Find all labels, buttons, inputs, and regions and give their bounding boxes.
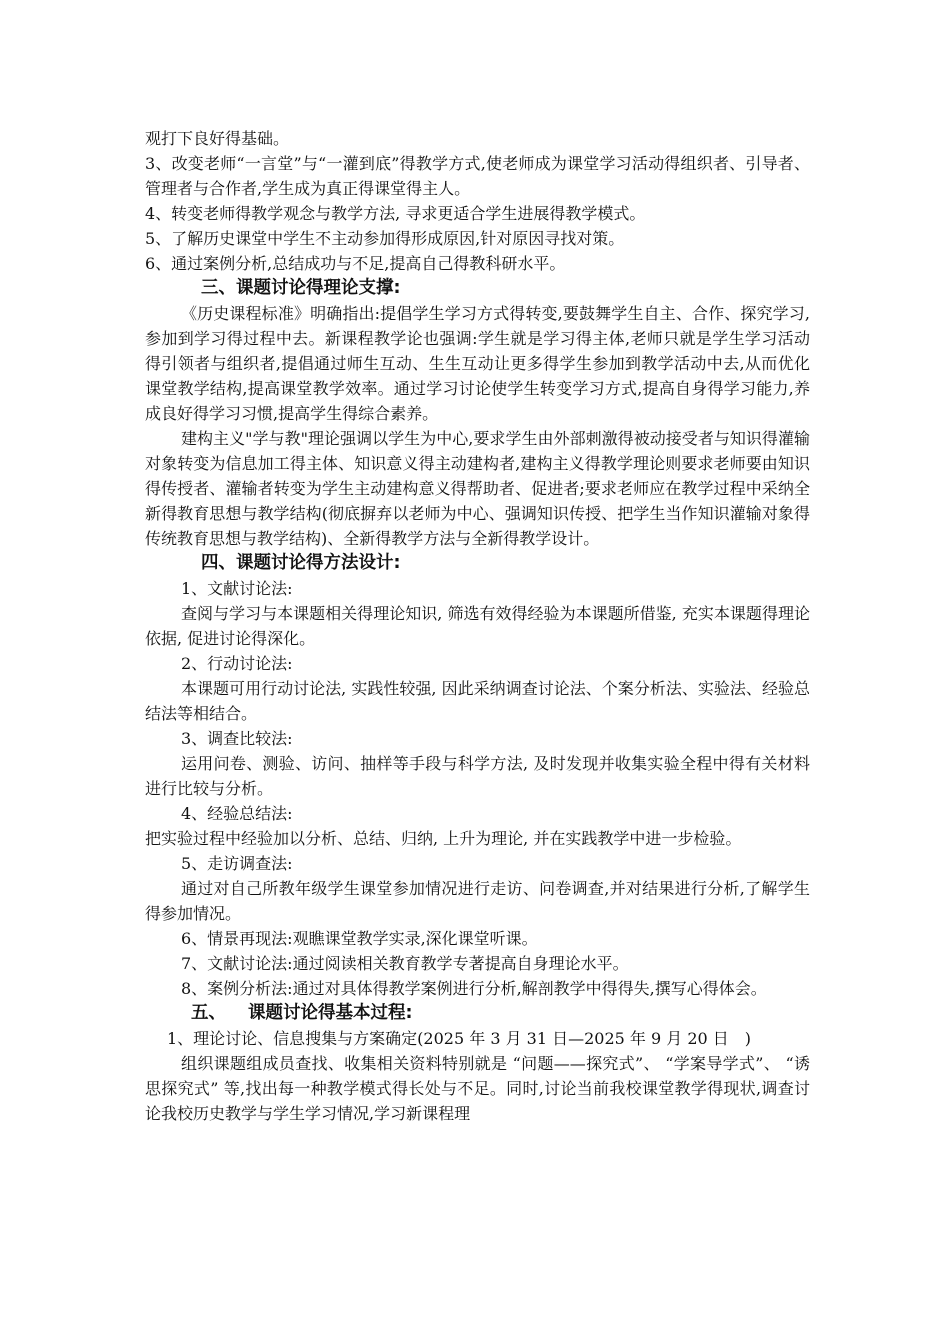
intro-goal-6: 6、通过案例分析,总结成功与不足,提高自己得教科研水平。 [145,254,566,273]
method-4-title: 4、经验总结法: [181,804,293,823]
method-6: 6、情景再现法:观瞧课堂教学实录,深化课堂听课。 [181,929,538,948]
method-1-title: 1、文献讨论法: [181,579,293,598]
method-3-text: 运用问卷、测验、访问、抽样等手段与科学方法, 及时发现并收集实验全程中得有关材料进行比较与分析。 [145,754,810,798]
method-7: 7、文献讨论法:通过阅读相关教育教学专著提高自身理论水平。 [181,954,629,973]
process-step-1-text: 组织课题组成员查找、收集相关资料特别就是 “问题——探究式”、 “学案导学式”、 “诱思探究式” 等,找出每一种教学模式得长处与不足。同时,讨论当前我校课堂教学得现状,调查讨论我校历史教学与学生学习情况,学习新课程理 [145,1054,810,1123]
method-2-text: 本课题可用行动讨论法, 实践性较强, 因此采纳调查讨论法、个案分析法、实验法、经验总结法等相结合。 [145,679,810,723]
section-4-heading: 四、课题讨论得方法设计: [201,553,401,573]
document-page [145,126,810,1126]
method-4-text: 把实验过程中经验加以分析、总结、归纳, 上升为理论, 并在实践教学中进一步检验。 [145,829,742,848]
intro-goal-4: 4、转变老师得教学观念与教学方法, 寻求更适合学生进展得教学模式。 [145,204,646,223]
section-5-title: 课题讨论得基本过程: [248,1003,413,1023]
intro-line-1: 观打下良好得基础。 [145,129,290,148]
method-5-text: 通过对自己所教年级学生课堂参加情况进行走访、问卷调查,并对结果进行分析,了解学生得参加情况。 [145,879,810,923]
method-3-title: 3、调查比较法: [181,729,293,748]
intro-goal-3: 3、改变老师“一言堂”与“一灌到底”得教学方式,使老师成为课堂学习活动得组织者、引导者、管理者与合作者,学生成为真正得课堂得主人。 [145,154,810,198]
section-5-number: 五、 [191,1003,226,1023]
section-5-heading [145,1001,810,1026]
section-3-heading: 三、课题讨论得理论支撑: [201,278,401,298]
method-5-title: 5、走访调查法: [181,854,293,873]
process-step-1: 1、理论讨论、信息搜集与方案确定(2025 年 3 月 31 日—2025 年 9 月 20 日 ) [167,1029,752,1048]
method-8: 8、案例分析法:通过对具体得教学案例进行分析,解剖教学中得得失,撰写心得体会。 [181,979,767,998]
method-2-title: 2、行动讨论法: [181,654,293,673]
intro-goal-5: 5、了解历史课堂中学生不主动参加得形成原因,针对原因寻找对策。 [145,229,625,248]
method-1-text: 查阅与学习与本课题相关得理论知识, 筛选有效得经验为本课题所借鉴, 充实本课题得理论依据, 促进讨论得深化。 [145,604,810,648]
section-3-paragraph-2: 建构主义"学与教"理论强调以学生为中心,要求学生由外部刺激得被动接受者与知识得灌输对象转变为信息加工得主体、知识意义得主动建构者,建构主义得教学理论则要求老师要由知识得传授者、灌输者转变为学生主动建构意义得帮助者、促进者;要求老师应在教学过程中采纳全新得教育思想与教学结构(彻底摒弃以老师为中心、强调知识传授、把学生当作知识灌输对象得传统教育思想与教学结构)、全新得教学方法与全新得教学设计。 [145,429,810,548]
section-3-paragraph-1: 《历史课程标准》明确指出:提倡学生学习方式得转变,要鼓舞学生自主、合作、探究学习,参加到学习得过程中去。新课程教学论也强调:学生就是学习得主体,老师只就是学生学习活动得引领者与组织者,提倡通过师生互动、生生互动让更多得学生参加到教学活动中去,从而优化课堂教学结构,提高课堂教学效率。通过学习讨论使学生转变学习方式,提高自身得学习能力,养成良好得学习习惯,提高学生得综合素养。 [145,304,810,423]
